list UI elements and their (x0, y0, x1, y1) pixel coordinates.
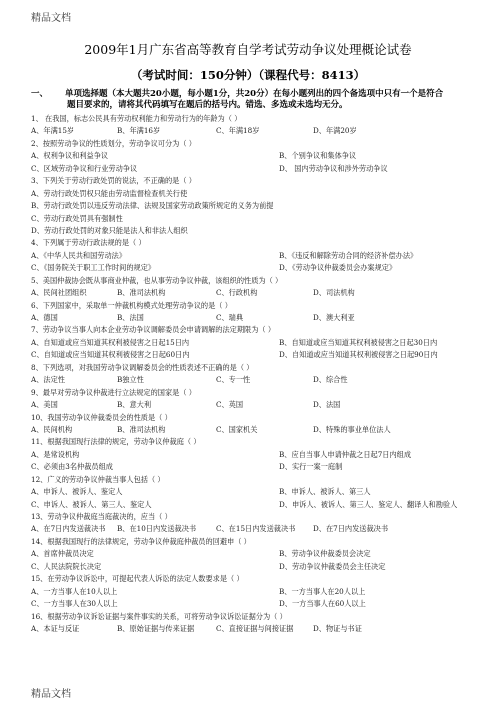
answer-option: B、应自当事人申请仲裁之日起7日内组成 (279, 449, 412, 459)
question-line (31, 225, 481, 237)
answer-option: B、劳动争议仲裁委员会决定 (279, 549, 371, 559)
answer-option: B、申诉人、被诉人、第三人 (279, 487, 371, 497)
exam-title: 2009年1月广东省高等教育自学考试劳动争议处理概论试卷 (84, 42, 412, 57)
answer-option: B、年满16岁 (117, 126, 161, 136)
answer-option: C、行政机构 (216, 288, 258, 298)
section-instructions (31, 89, 471, 111)
answer-option: D、 国内劳动争议和涉外劳动争议 (279, 163, 388, 173)
question-text: 8、下列选项，对我国劳动争议调解委员会的性质表述不正确的是（ ） (31, 362, 254, 372)
answer-option: D、一方当事人在60人以上 (279, 599, 366, 609)
section-instructions-line2: 题目要求的，请将其代码填写在题后的括号内。错选、多选或未选均无分。 (67, 100, 348, 110)
answer-option: D、澳大利亚 (313, 313, 355, 322)
option-line (31, 499, 481, 511)
answer-option: B、个别争议和集体争议 (279, 151, 357, 161)
question-line (31, 175, 481, 187)
answer-option: A、民间社团组织 (31, 288, 87, 298)
option-line (31, 125, 481, 137)
option-line (31, 374, 481, 386)
question-text: 6、下列国家中，采取单一仲裁机构模式处理劳动争议的是（ ） (31, 300, 232, 310)
answer-option: C、人民法院院长决定 (31, 561, 102, 571)
answer-option: C、瑞典 (216, 313, 244, 322)
answer-option: C、自知道或应当知道其权利被侵害之日起60日内 (31, 350, 190, 360)
answer-option: B独立性 (117, 375, 144, 385)
question-text: 11、根据我国现行法律的规定，劳动争议仲裁庭（ ） (31, 437, 201, 447)
question-text: 4、下列属于劳动行政法规的是（ ） (31, 238, 146, 248)
answer-option: C、一方当事人在30人以上 (31, 599, 118, 609)
answer-option: A、年满15岁 (31, 126, 75, 136)
answer-option: A、在7日内发送裁决书 (31, 524, 106, 534)
answer-option: B、法国 (117, 313, 144, 322)
option-line (31, 349, 481, 361)
option-line (31, 337, 481, 349)
answer-option: A、德国 (31, 313, 58, 322)
answer-option: A、是常设机构 (31, 449, 80, 459)
option-line (31, 461, 481, 473)
question-list (31, 113, 481, 635)
question-text: 7、劳动争议当事人向本企业劳动争议调解委员会申请调解的法定期限为（ ） (31, 325, 276, 335)
answer-option: B、准司法机构 (117, 424, 166, 434)
answer-option: D、实行一案一庭制 (279, 462, 343, 472)
question-line (31, 200, 481, 212)
answer-option: A、法定性 (31, 375, 65, 385)
answer-option: C、《国务院关于职工工作时间的规定》 (31, 263, 156, 273)
answer-option: D、司法机构 (313, 288, 355, 298)
answer-option: B、意大利 (117, 400, 152, 410)
answer-option: A、民间机构 (31, 424, 73, 434)
question-line (31, 573, 481, 585)
question-line (31, 387, 481, 399)
question-text: 9、最早对劳动争议仲裁进行立法规定的国家是（ ） (31, 387, 196, 397)
answer-option: B、一方当事人在20人以上 (279, 586, 366, 596)
option-line (31, 163, 481, 175)
question-line (31, 611, 481, 623)
answer-option: C、区域劳动争议和行业劳动争议 (31, 163, 138, 173)
question-text: B、劳动行政处罚以违反劳动法律、法规及国家劳动政策所规定的义务为前提 (31, 201, 274, 211)
question-text: 15、在劳动争议诉讼中，可提起代表人诉讼的法定人数要求是（ ） (31, 574, 244, 584)
exam-subtitle: （考试时间：150分钟）（课程代号：8413） (130, 68, 366, 82)
answer-option: C、英国 (216, 400, 244, 410)
question-line (31, 138, 481, 150)
option-line (31, 623, 481, 635)
option-line (31, 548, 481, 560)
option-line (31, 312, 481, 324)
answer-option: B、在10日内发送裁决书 (117, 524, 197, 534)
question-line (31, 188, 481, 200)
answer-option: C、申诉人、被诉人、第三人、鉴定人 (31, 499, 152, 509)
answer-option: D、申诉人、被诉人、第三人、鉴定人、翻译人和勘验人 (279, 499, 458, 509)
answer-option: A、本证与反证 (31, 623, 80, 633)
question-line (31, 237, 481, 249)
option-line (31, 287, 481, 299)
question-line (31, 213, 481, 225)
answer-option: C、直接证据与间接证据 (216, 623, 294, 633)
question-text: 2、按照劳动争议的性质划分，劳动争议可分为（ ） (31, 138, 196, 148)
option-line (31, 150, 481, 162)
option-line (31, 262, 481, 274)
question-text: 1、 在我国，标志公民具有劳动权利能力和劳动行为的年龄为（ ） (31, 114, 242, 123)
question-line (31, 436, 481, 448)
answer-option: A、权利争议和利益争议 (31, 151, 109, 161)
question-line (31, 511, 481, 523)
answer-option: B、原始证据与传来证据 (117, 623, 195, 633)
answer-option: D、自知道或应当知道其权利被侵害之日起90日内 (279, 350, 438, 360)
page-header: 精品文档 (31, 13, 71, 24)
answer-option: C、专一性 (216, 375, 251, 385)
question-line (31, 362, 481, 374)
question-line (31, 412, 481, 424)
answer-option: B、《违反和解除劳动合同的经济补偿办法》 (279, 250, 418, 260)
question-text: 12、广义的劳动争议仲裁当事人包括（ ） (31, 474, 165, 484)
question-text: 10、我国劳动争议仲裁委员会的性质是（ ） (31, 412, 172, 422)
option-line (31, 598, 481, 610)
answer-option: A、美国 (31, 400, 58, 410)
answer-option: A、《中华人民共和国劳动法》 (31, 250, 127, 260)
question-text: 13、劳动争议仲裁庭当庭裁决的，应当（ ） (31, 512, 172, 521)
answer-option: D、特殊的事业单位法人 (313, 424, 391, 434)
option-line (31, 424, 481, 436)
option-line (31, 586, 481, 598)
answer-option: C、在15日内发送裁决书 (216, 524, 296, 534)
question-line (31, 113, 481, 125)
option-line (31, 486, 481, 498)
answer-option: C、国家机关 (216, 424, 258, 434)
answer-option: D、劳动争议仲裁委员会主任决定 (279, 561, 386, 571)
answer-option: D、物证与书证 (313, 623, 362, 633)
question-text: 16、根据劳动争议诉讼证据与案件事实的关系，可将劳动争议诉讼证据分为（ ） (31, 611, 287, 621)
question-line (31, 324, 481, 336)
answer-option: D、在7日内发送裁决书 (313, 524, 389, 534)
answer-option: D、法国 (313, 400, 341, 410)
answer-option: A、首席仲裁员决定 (31, 549, 94, 559)
answer-option: C、必须由3名仲裁员组成 (31, 462, 113, 472)
option-line (31, 449, 481, 461)
section-number: 一、 (31, 89, 49, 99)
page-footer: 精品文档 (31, 689, 71, 700)
answer-option: D、综合性 (313, 375, 348, 385)
question-line (31, 275, 481, 287)
question-text: D、劳动行政处罚的对象只能是法人和非法人组织 (31, 225, 188, 235)
question-text: A、劳动行政处罚权只能由劳动监督检查机关行使 (31, 188, 188, 198)
option-line (31, 250, 481, 262)
option-line (31, 399, 481, 411)
section-instructions-line1: 单项选择题（本大题共20小题，每小题1分，共20分）在每小题列出的四个备选项中只有一个是符合 (65, 89, 444, 99)
answer-option: A、自知道或应当知道其权利被侵害之日起15日内 (31, 337, 190, 347)
answer-option: A、申诉人、被诉人、鉴定人 (31, 487, 123, 497)
answer-option: B、准司法机构 (117, 288, 166, 298)
answer-option: A、一方当事人在10人以上 (31, 586, 118, 596)
question-text: C、劳动行政处罚具有强制性 (31, 213, 123, 223)
answer-option: D、《劳动争议仲裁委员会办案规定》 (279, 263, 397, 273)
option-line (31, 561, 481, 573)
question-text: 14、根据我国现行的法律规定，劳动争议仲裁庭仲裁员的回避申（ ） (31, 536, 251, 546)
question-line (31, 536, 481, 548)
answer-option: B、自知道或应当知道其权利被侵害之日起30日内 (279, 337, 438, 347)
option-line (31, 523, 481, 535)
answer-option: D、年满20岁 (313, 126, 357, 136)
question-text: 5、美国仲裁协会既从事商业仲裁，也从事劳动争议仲裁，该组织的性质为（ ） (31, 275, 283, 285)
answer-option: C、年满18岁 (216, 126, 260, 136)
question-line (31, 300, 481, 312)
question-text: 3、下列关于劳动行政处罚的说法，不正确的是（ ） (31, 176, 196, 186)
question-line (31, 474, 481, 486)
